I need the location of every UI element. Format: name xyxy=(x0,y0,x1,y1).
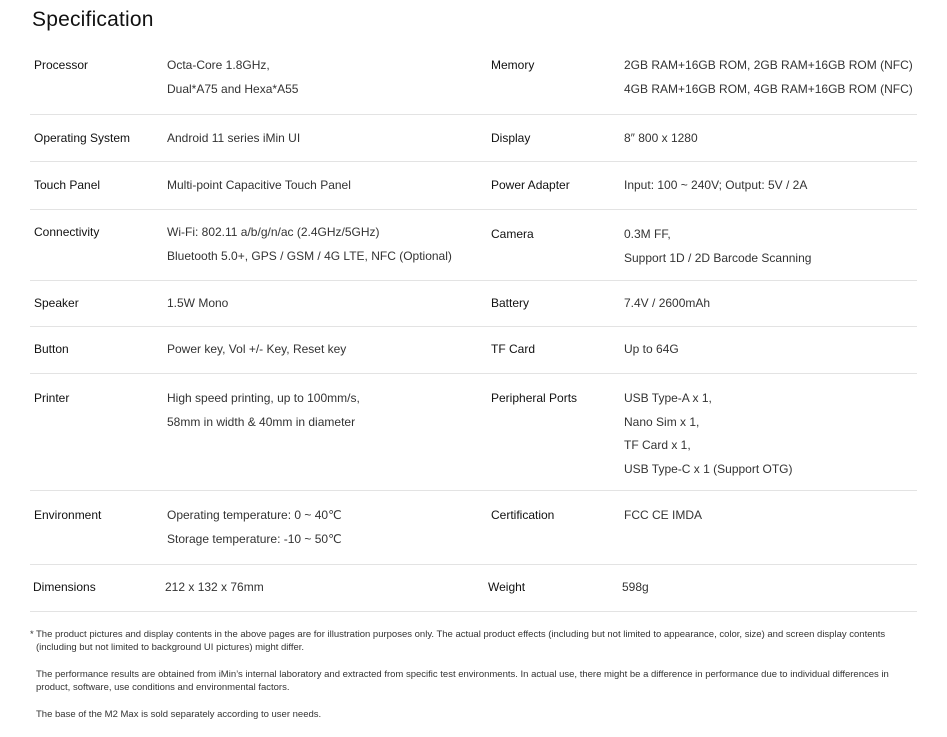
spec-value-line: Power key, Vol +/- Key, Reset key xyxy=(167,342,347,356)
spec-value xyxy=(167,127,487,151)
spec-value-line: Octa-Core 1.8GHz, xyxy=(167,58,270,72)
spec-value-line: 1.5W Mono xyxy=(167,296,229,310)
spec-value xyxy=(624,504,924,528)
spec-value xyxy=(167,54,487,101)
performance-text: The performance results are obtained from iMin’s internal laboratory and extracted from specific test environments. In actual use, there might be a difference in performance due to individual differences in product, software, use conditions and environmental factors. xyxy=(36,669,889,693)
spec-label: Peripheral Ports xyxy=(491,391,578,405)
spec-value-line: USB Type-A x 1, xyxy=(624,391,712,405)
spec-value xyxy=(167,504,487,551)
spec-value xyxy=(624,223,924,270)
spec-label: Camera xyxy=(491,227,534,241)
spec-value xyxy=(167,387,487,434)
page-title: Specification xyxy=(32,8,154,31)
spec-row-button xyxy=(30,327,917,374)
spec-value-line: Up to 64G xyxy=(624,342,679,356)
spec-label: Connectivity xyxy=(34,225,100,239)
spec-label: TF Card xyxy=(491,342,536,356)
spec-value-line: Dual*A75 and Hexa*A55 xyxy=(167,81,299,96)
spec-value xyxy=(167,174,487,198)
spec-value xyxy=(167,221,487,268)
spec-row-connectivity xyxy=(30,210,917,281)
spec-value-line: Nano Sim x 1, xyxy=(624,414,700,429)
spec-label: Dimensions xyxy=(33,580,96,594)
spec-value xyxy=(624,338,924,362)
spec-row-processor xyxy=(30,43,917,115)
spec-table xyxy=(30,43,917,612)
spec-value-line: 7.4V / 2600mAh xyxy=(624,296,711,310)
spec-label: Speaker xyxy=(34,296,79,310)
asterisk-mark: * xyxy=(30,629,34,640)
spec-value-line: High speed printing, up to 100mm/s, xyxy=(167,391,360,405)
spec-value-line: 8″ 800 x 1280 xyxy=(624,131,698,145)
spec-label: Battery xyxy=(491,296,530,310)
spec-value-line: Operating temperature: 0 ~ 40℃ xyxy=(167,508,342,522)
spec-label: Display xyxy=(491,131,531,145)
spec-row-dimensions xyxy=(30,565,917,612)
spec-value-line: Support 1D / 2D Barcode Scanning xyxy=(624,250,812,265)
spec-value xyxy=(167,338,487,362)
spec-value-line: TF Card x 1, xyxy=(624,438,691,452)
spec-value xyxy=(165,576,485,600)
spec-row-speaker xyxy=(30,281,917,327)
spec-value-line: FCC CE IMDA xyxy=(624,508,702,522)
spec-value-line: Input: 100 ~ 240V; Output: 5V / 2A xyxy=(624,178,808,192)
spec-label: Certification xyxy=(491,508,555,522)
spec-value xyxy=(167,292,487,316)
spec-label: Memory xyxy=(491,58,535,72)
disclaimer-text: The product pictures and display contents in the above pages are for illustration purposes only. The actual product effects (including but not limited to appearance, color, size) and screen display contents (including but not limited to background UI pictures) might differ. xyxy=(36,629,886,653)
spec-value-line: Wi-Fi: 802.11 a/b/g/n/ac (2.4GHz/5GHz) xyxy=(167,225,380,239)
performance-note xyxy=(30,668,910,694)
spec-value-line: USB Type-C x 1 (Support OTG) xyxy=(624,461,793,476)
spec-row-operating-system xyxy=(30,115,917,162)
spec-row-touch-panel xyxy=(30,162,917,210)
spec-value-line: 2GB RAM+16GB ROM, 2GB RAM+16GB ROM (NFC) xyxy=(624,58,913,72)
spec-value-line: 212 x 132 x 76mm xyxy=(165,580,264,594)
spec-value-line: 0.3M FF, xyxy=(624,227,671,241)
spec-label: Processor xyxy=(34,58,89,72)
spec-value-line: Bluetooth 5.0+, GPS / GSM / 4G LTE, NFC (Optional) xyxy=(167,248,452,263)
spec-value-line: 58mm in width & 40mm in diameter xyxy=(167,414,356,429)
spec-label: Touch Panel xyxy=(34,178,101,192)
spec-value xyxy=(624,54,924,101)
footnotes xyxy=(30,628,910,735)
spec-label: Power Adapter xyxy=(491,178,570,192)
spec-label: Weight xyxy=(488,580,526,594)
base-note xyxy=(30,708,910,721)
disclaimer-note xyxy=(30,628,910,654)
spec-value-line: Storage temperature: -10 ~ 50℃ xyxy=(167,531,342,546)
spec-label: Printer xyxy=(34,391,70,405)
spec-value-line: 598g xyxy=(622,580,649,594)
spec-value-line: Multi-point Capacitive Touch Panel xyxy=(167,178,351,192)
spec-row-environment xyxy=(30,491,917,565)
spec-value xyxy=(624,292,924,316)
spec-value xyxy=(622,576,922,600)
spec-value-line: Android 11 series iMin UI xyxy=(167,131,301,145)
spec-value xyxy=(624,174,924,198)
spec-label: Operating System xyxy=(34,131,131,145)
spec-value xyxy=(624,127,924,151)
spec-label: Environment xyxy=(34,508,102,522)
base-text: The base of the M2 Max is sold separately according to user needs. xyxy=(36,709,322,720)
spec-row-printer xyxy=(30,374,917,491)
spec-value xyxy=(624,387,924,481)
spec-value-line: 4GB RAM+16GB ROM, 4GB RAM+16GB ROM (NFC) xyxy=(624,81,913,96)
spec-label: Button xyxy=(34,342,69,356)
